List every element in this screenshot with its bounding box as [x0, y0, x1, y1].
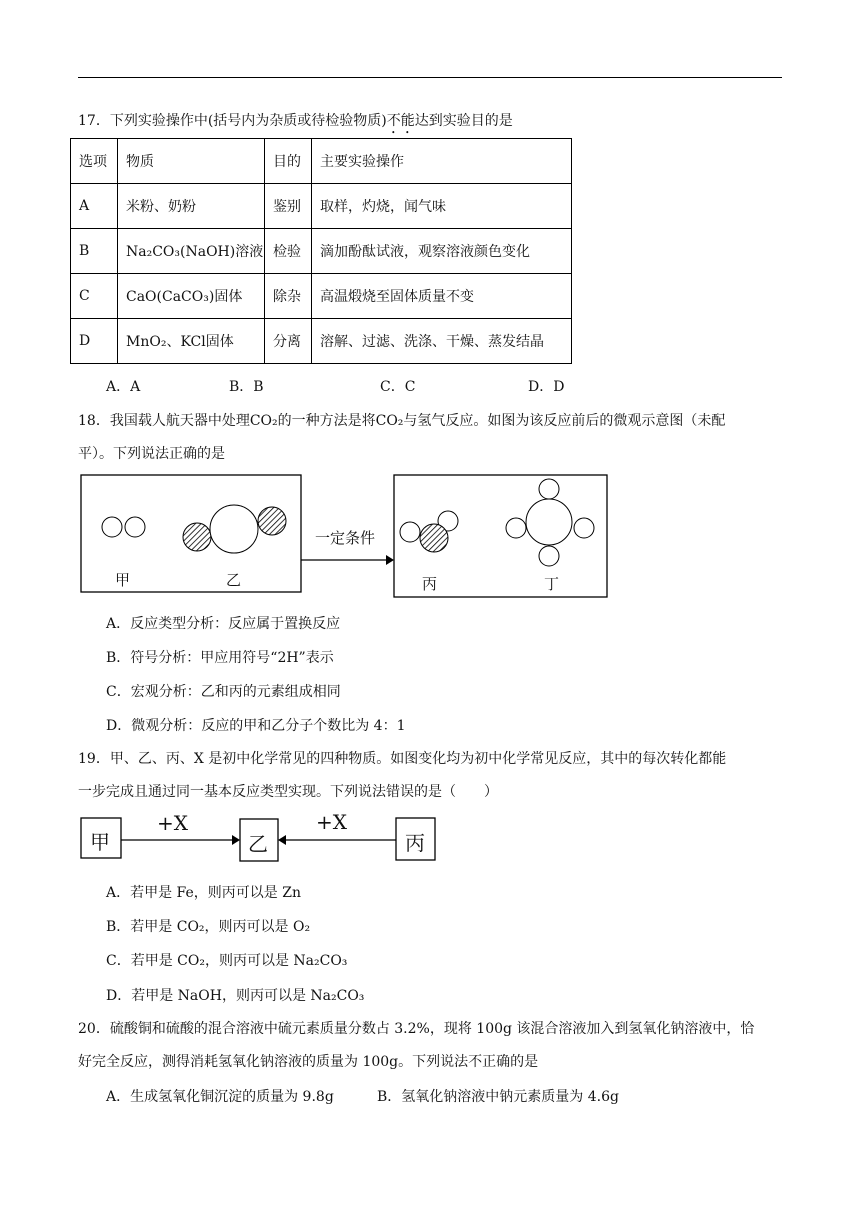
carbon-atom	[526, 499, 572, 545]
table-cell: C	[71, 274, 118, 319]
table-cell: CaO(CaCO₃)固体	[118, 274, 265, 319]
q19-stem-line1: 19．甲、乙、丙、X 是初中化学常见的四种物质。如图变化均为初中化学常见反应，其中的每次转化都能	[78, 751, 727, 767]
flow-bing: 丙	[405, 831, 425, 855]
q18-option-b: B．符号分析：甲应用符号“2H”表示	[106, 650, 334, 666]
table-cell: 鉴别	[265, 184, 312, 229]
hydrogen-atom	[506, 518, 526, 538]
q17-choice-a: A．A	[106, 379, 141, 395]
flow-yi: 乙	[248, 832, 268, 856]
q17-stem-part2: 达到实验目的是	[414, 113, 513, 129]
arrow-head	[232, 835, 240, 845]
q17-choice-d: D．D	[528, 379, 565, 395]
q17-stem-part1: 17．下列实验操作中(括号内为杂质或待检验物质)	[78, 113, 387, 129]
flow-jia: 甲	[90, 830, 110, 854]
header-cell: 选项	[71, 139, 118, 184]
q19-option-c: C．若甲是 CO₂，则丙可以是 Na₂CO₃	[106, 953, 348, 969]
carbon-atom	[210, 505, 258, 553]
table-cell: 米粉、奶粉	[118, 184, 265, 229]
table-cell: D	[71, 319, 118, 364]
q20-option-a: A．生成氢氧化铜沉淀的质量为 9.8g	[106, 1089, 334, 1105]
q20-stem-line1: 20．硫酸铜和硫酸的混合溶液中硫元素质量分数占 3.2%，现将 100g 该混合溶液加入到氢氧化钠溶液中，恰	[78, 1021, 755, 1037]
q18-option-c: C．宏观分析：乙和丙的元素组成相同	[106, 684, 341, 700]
oxygen-atom	[183, 523, 211, 551]
q19-option-b: B．若甲是 CO₂，则丙可以是 O₂	[106, 919, 311, 935]
table-cell: 分离	[265, 319, 312, 364]
q17-choice-c: C．C	[380, 379, 416, 395]
oxygen-atom	[258, 507, 286, 535]
table-cell: 取样，灼烧，闻气味	[312, 184, 572, 229]
label-yi: 乙	[226, 571, 242, 589]
q20-stem-line2: 好完全反应，测得消耗氢氧化钠溶液的质量为 100g。下列说法不正确的是	[78, 1054, 539, 1070]
table-cell: 滴加酚酞试液，观察溶液颜色变化	[312, 229, 572, 274]
q18-option-d: D．微观分析：反应的甲和乙分子个数比为 4：1	[106, 718, 406, 734]
hydrogen-atom	[539, 479, 559, 499]
q19-option-a: A．若甲是 Fe，则丙可以是 Zn	[106, 885, 301, 901]
flow-x-left: +X	[157, 811, 188, 835]
q19-stem-line2: 一步完成且通过同一基本反应类型实现。下列说法错误的是（ ）	[78, 784, 498, 800]
hydrogen-atom	[574, 518, 594, 538]
label-ding: 丁	[544, 575, 560, 593]
table-cell: 高温煅烧至固体质量不变	[312, 274, 572, 319]
label-jia: 甲	[115, 571, 131, 589]
table-cell: Na₂CO₃(NaOH)溶液	[118, 229, 265, 274]
q17-emphasis: 不能	[386, 113, 415, 129]
q18-stem-line1: 18．我国载人航天器中处理CO₂的一种方法是将CO₂与氢气反应。如图为该反应前后的微观示意图（未配	[78, 413, 726, 429]
table-cell: 溶解、过滤、洗涤、干燥、蒸发结晶	[312, 319, 572, 364]
hydrogen-atom	[125, 517, 145, 537]
q19-option-d: D．若甲是 NaOH，则丙可以是 Na₂CO₃	[106, 988, 365, 1004]
header-cell: 目的	[265, 139, 312, 184]
q17-choice-b: B．B	[229, 379, 264, 395]
q18-option-a: A．反应类型分析：反应属于置换反应	[106, 616, 341, 632]
arrow-condition-label: 一定条件	[315, 529, 376, 547]
q20-option-b: B．氢氧化钠溶液中钠元素质量为 4.6g	[377, 1089, 619, 1105]
hydrogen-atom	[539, 546, 559, 566]
table-cell: B	[71, 229, 118, 274]
table-cell: A	[71, 184, 118, 229]
arrow-head	[386, 555, 394, 565]
header-cell: 主要实验操作	[312, 139, 572, 184]
q18-stem-line2: 平）。下列说法正确的是	[78, 446, 225, 462]
hydrogen-atom	[102, 517, 122, 537]
hydrogen-atom	[400, 522, 420, 542]
table-cell: MnO₂、KCl固体	[118, 319, 265, 364]
label-bing: 丙	[422, 575, 438, 593]
header-cell: 物质	[118, 139, 265, 184]
arrow-head	[278, 835, 286, 845]
oxygen-atom	[420, 524, 448, 552]
table-cell: 除杂	[265, 274, 312, 319]
flow-x-right: +X	[316, 810, 347, 834]
table-cell: 检验	[265, 229, 312, 274]
